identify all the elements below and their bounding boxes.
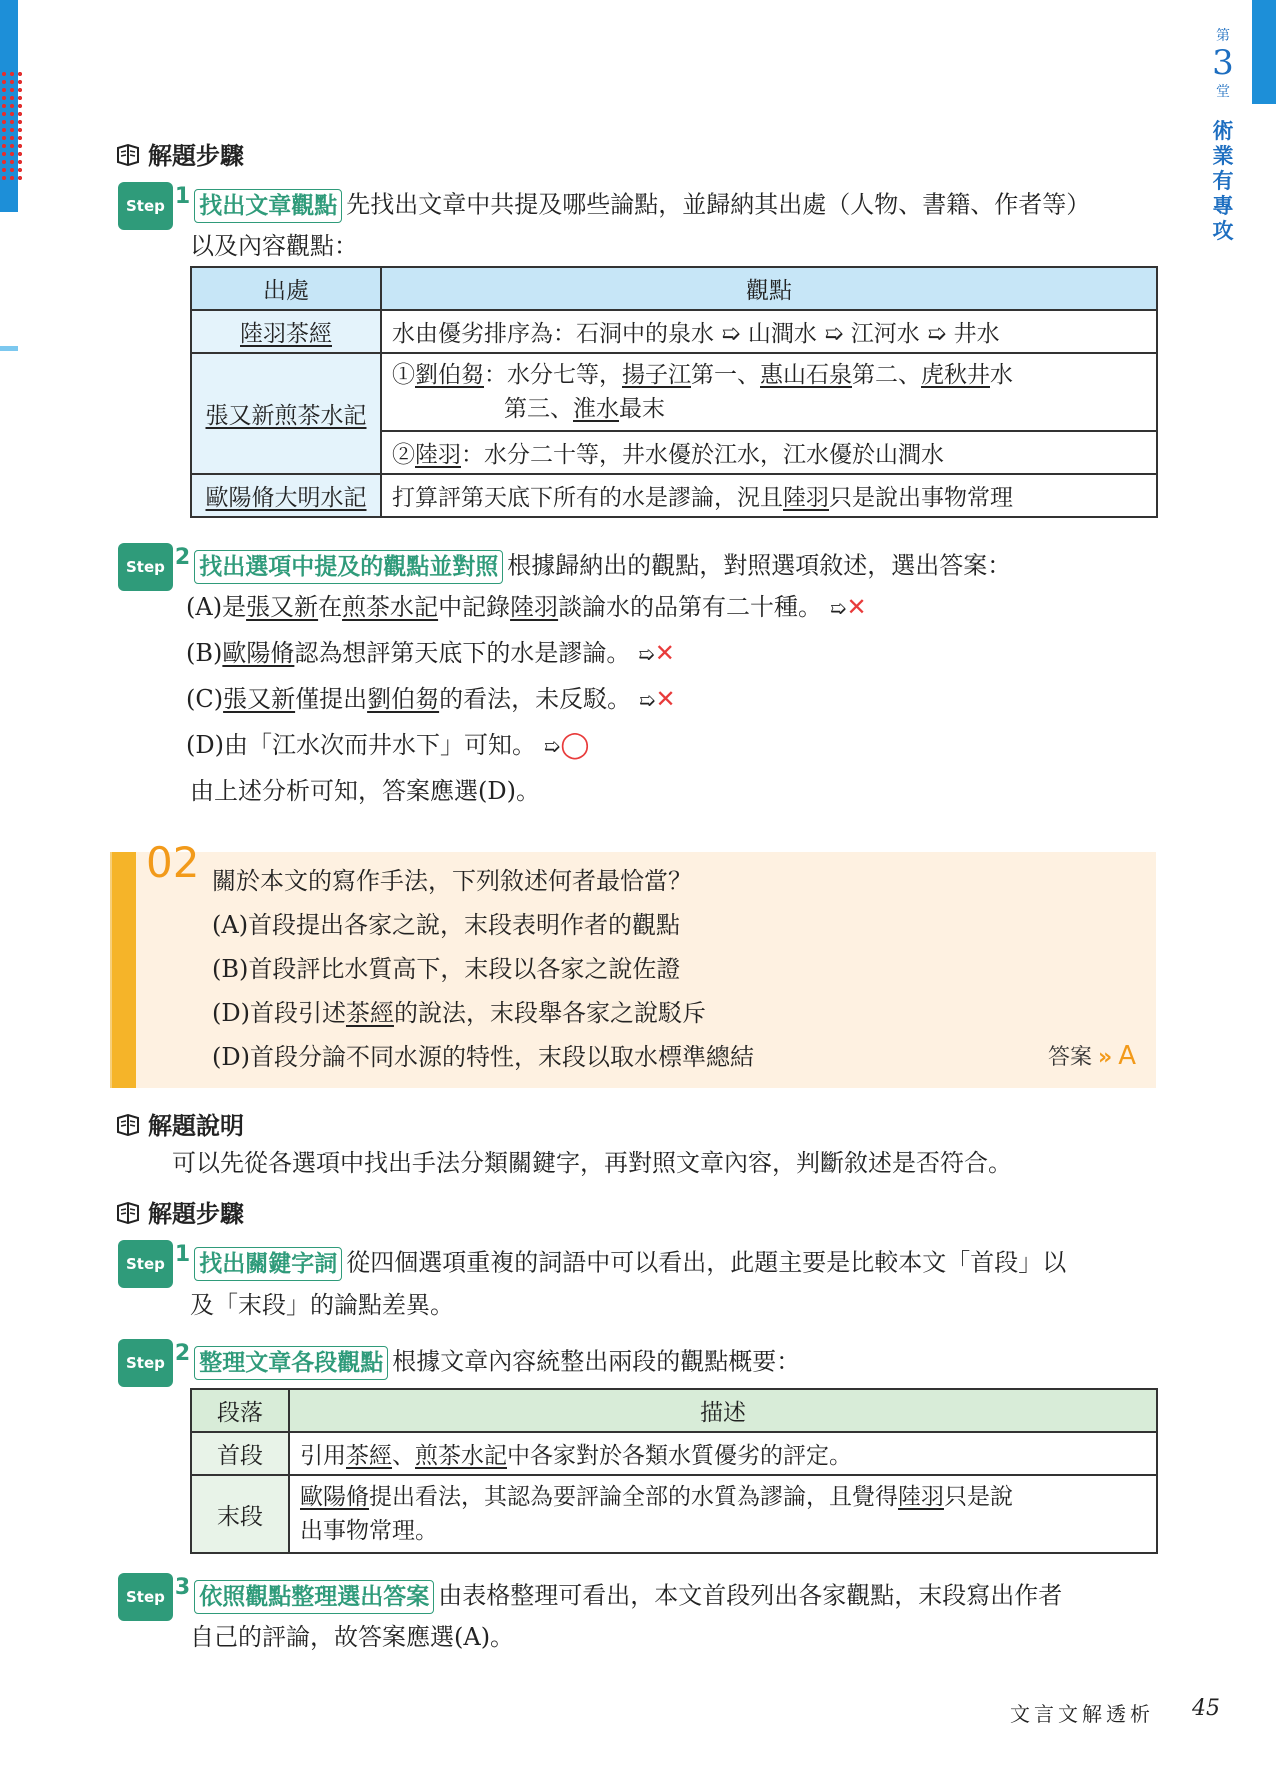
row-description bbox=[289, 1475, 1157, 1553]
table-row bbox=[191, 1475, 1157, 1553]
answer-value: A bbox=[1118, 1041, 1137, 1071]
question-stem: 關於本文的寫作手法，下列敘述何者最恰當？ bbox=[212, 867, 692, 895]
table-row bbox=[191, 353, 1157, 431]
step-number: 2 bbox=[174, 1341, 191, 1366]
chapter-tab bbox=[1203, 25, 1243, 244]
text: 水 bbox=[990, 362, 1013, 388]
heading-text: 解題說明 bbox=[148, 1112, 244, 1140]
question-option-a: (A)首段提出各家之說，末段表明作者的觀點 bbox=[212, 911, 681, 939]
table-row bbox=[191, 1432, 1157, 1475]
step-title: 找出關鍵字詞 bbox=[194, 1247, 342, 1281]
place-name: 惠山石泉 bbox=[760, 362, 852, 388]
person-name: 張又新 bbox=[223, 685, 296, 713]
row-view bbox=[381, 474, 1157, 517]
person-name: 陸羽 bbox=[510, 593, 559, 621]
answer-box bbox=[1048, 1040, 1136, 1071]
place-name: 揚子江 bbox=[622, 362, 691, 388]
person-name: 陸羽 bbox=[415, 442, 461, 468]
table-row bbox=[191, 310, 1157, 353]
text: 的說法，末段舉各家之說駁斥 bbox=[393, 999, 706, 1027]
row-source bbox=[191, 474, 381, 517]
question-option-b: (B)首段評比水質高下，末段以各家之說佐證 bbox=[212, 955, 681, 983]
chapter-small-top: 第 bbox=[1216, 28, 1230, 44]
person-name: 張又新 bbox=[246, 593, 319, 621]
row-description bbox=[289, 1432, 1157, 1475]
step-title: 依照觀點整理選出答案 bbox=[194, 1580, 434, 1614]
text: 第三、 bbox=[504, 396, 573, 422]
chapter-number: 3 bbox=[1212, 43, 1234, 83]
option-d-analysis bbox=[186, 730, 589, 761]
header-paragraph: 段落 bbox=[191, 1389, 289, 1432]
step1-text-cont-2: 及「末段」的論點差異。 bbox=[190, 1291, 454, 1319]
circled-number: ➀ bbox=[392, 362, 415, 388]
text: 出事物常理。 bbox=[300, 1518, 438, 1544]
option-label: (B) bbox=[186, 639, 223, 667]
text: 第一、 bbox=[691, 362, 760, 388]
row-view: 水由優劣排序為：石洞中的泉水 ➯ 山澗水 ➯ 江河水 ➯ 井水 bbox=[381, 310, 1157, 353]
circled-number: ➁ bbox=[392, 442, 415, 468]
step-number: 3 bbox=[174, 1575, 191, 1600]
text: 、 bbox=[392, 1443, 415, 1469]
double-chevron-icon: » bbox=[1098, 1045, 1113, 1070]
question-bar bbox=[112, 852, 136, 1088]
step-title: 找出文章觀點 bbox=[194, 189, 342, 223]
step3-text-cont: 自己的評論，故答案應選(A)。 bbox=[190, 1623, 515, 1651]
book-name: 煎茶水記 bbox=[415, 1443, 507, 1469]
viewpoints-table bbox=[190, 266, 1158, 518]
left-cyan-mark bbox=[0, 346, 18, 351]
person-name: 歐陽脩 bbox=[222, 639, 295, 667]
step1-line-2 bbox=[118, 1240, 1158, 1288]
book-name: 茶經 bbox=[345, 999, 394, 1027]
text: 的看法，未反駁。 bbox=[439, 685, 632, 713]
table-header-row bbox=[191, 1389, 1157, 1432]
person-name: 歐陽脩 bbox=[300, 1484, 369, 1510]
answer-label: 答案 bbox=[1048, 1045, 1093, 1070]
heading-text: 解題步驟 bbox=[148, 1200, 244, 1228]
wrong-mark-icon: ✕ bbox=[654, 639, 675, 667]
text: 中記錄 bbox=[438, 593, 511, 621]
place-name: 虎秋井 bbox=[921, 362, 990, 388]
text: (D)首段引述 bbox=[212, 999, 346, 1027]
row-source bbox=[191, 310, 381, 353]
right-blue-bar bbox=[1252, 0, 1276, 104]
step-number: 1 bbox=[174, 184, 191, 209]
book-icon bbox=[116, 142, 140, 166]
text: 談論水的品第有二十種。 bbox=[558, 593, 823, 621]
row-view bbox=[381, 431, 1157, 474]
wrong-mark-icon: ✕ bbox=[655, 685, 676, 713]
book-icon bbox=[116, 1112, 140, 1136]
arrow-icon: ➯ bbox=[543, 734, 561, 758]
row-source bbox=[191, 353, 381, 474]
steps-heading-1 bbox=[116, 136, 244, 171]
source-name: 歐陽脩大明水記 bbox=[205, 485, 367, 511]
step3-line bbox=[118, 1573, 1158, 1621]
arrow-icon: ➯ bbox=[638, 642, 655, 666]
book-name: 茶經 bbox=[346, 1443, 392, 1469]
person-name: 陸羽 bbox=[783, 485, 829, 511]
text: 提出看法，其認為要評論全部的水質為謬論，且覺得 bbox=[369, 1484, 898, 1510]
step-badge: Step bbox=[118, 543, 173, 591]
person-name: 劉伯芻 bbox=[415, 362, 484, 388]
header-description: 描述 bbox=[289, 1389, 1157, 1432]
left-dot-pattern bbox=[0, 70, 22, 180]
table-header-row bbox=[191, 267, 1157, 310]
place-name: 淮水 bbox=[573, 396, 619, 422]
option-label: (D) bbox=[186, 731, 224, 759]
text: 中各家對於各類水質優劣的評定。 bbox=[507, 1443, 852, 1469]
steps-heading-2 bbox=[116, 1194, 244, 1229]
header-view: 觀點 bbox=[381, 267, 1157, 310]
wrong-mark-icon: ✕ bbox=[846, 593, 867, 621]
step-number: 2 bbox=[174, 545, 191, 570]
paragraph-table bbox=[190, 1388, 1158, 1554]
step-text: 先找出文章中共提及哪些論點，並歸納其出處（人物、書籍、作者等） bbox=[346, 190, 1091, 219]
step1-text-cont: 以及內容觀點： bbox=[190, 232, 358, 260]
chapter-title-char: 業 bbox=[1212, 144, 1234, 168]
chapter-title-char: 專 bbox=[1212, 194, 1234, 218]
question-number: 02 bbox=[146, 838, 200, 887]
option-label: (A) bbox=[186, 593, 223, 621]
text: 在 bbox=[318, 593, 343, 621]
step-text: 根據歸納出的觀點，對照選項敘述，選出答案： bbox=[507, 551, 1012, 580]
conclusion-text: 由上述分析可知，答案應選(D)。 bbox=[190, 777, 540, 805]
chapter-title-char: 有 bbox=[1212, 169, 1234, 193]
source-name: 陸羽茶經 bbox=[240, 321, 332, 347]
step1-line bbox=[118, 182, 1158, 230]
step2-line bbox=[118, 543, 1158, 591]
text: ：水分七等， bbox=[484, 362, 622, 388]
text: 最末 bbox=[619, 396, 665, 422]
text: 認為想評第天底下的水是謬論。 bbox=[294, 639, 631, 667]
step-text: 從四個選項重複的詞語中可以看出，此題主要是比較本文「首段」以 bbox=[346, 1248, 1067, 1277]
step-text: 由表格整理可看出，本文首段列出各家觀點，末段寫出作者 bbox=[438, 1581, 1063, 1610]
row-paragraph: 首段 bbox=[191, 1432, 289, 1475]
row-view bbox=[381, 353, 1157, 431]
step-title: 找出選項中提及的觀點並對照 bbox=[194, 550, 503, 584]
text: 只是說 bbox=[944, 1484, 1013, 1510]
step2-line-2 bbox=[118, 1339, 1158, 1387]
option-label: (C) bbox=[186, 685, 224, 713]
text: 打算評第天底下所有的水是謬論，況且 bbox=[392, 485, 783, 511]
step-number: 1 bbox=[174, 1242, 191, 1267]
source-name: 張又新煎茶水記 bbox=[205, 403, 367, 429]
step-badge: Step bbox=[118, 1339, 173, 1387]
header-source: 出處 bbox=[191, 267, 381, 310]
heading-text: 解題步驟 bbox=[148, 142, 244, 170]
book-icon bbox=[116, 1200, 140, 1224]
page-number: 45 bbox=[1192, 1696, 1220, 1721]
arrow-icon: ➯ bbox=[829, 596, 847, 620]
book-title: 文言文解透析 bbox=[1010, 1702, 1154, 1726]
person-name: 劉伯芻 bbox=[367, 685, 440, 713]
step-badge: Step bbox=[118, 1573, 173, 1621]
question-option-d: (D)首段分論不同水源的特性，末段以取水標準總結 bbox=[212, 1043, 754, 1071]
step-title: 整理文章各段觀點 bbox=[194, 1346, 388, 1380]
correct-mark-icon: ◯ bbox=[560, 730, 590, 760]
question-option-c bbox=[212, 998, 706, 1028]
option-a-analysis bbox=[186, 592, 867, 623]
table-row bbox=[191, 474, 1157, 517]
person-name: 陸羽 bbox=[898, 1484, 944, 1510]
arrow-icon: ➯ bbox=[638, 688, 656, 712]
text: 僅提出 bbox=[295, 685, 368, 713]
text: 引用 bbox=[300, 1443, 346, 1469]
step-badge: Step bbox=[118, 182, 173, 230]
explanation-text: 可以先從各選項中找出手法分類關鍵字，再對照文章內容，判斷敘述是否符合。 bbox=[172, 1149, 1012, 1177]
chapter-title-char: 攻 bbox=[1212, 219, 1234, 243]
text: 由「江水次而井水下」可知。 bbox=[223, 731, 536, 759]
step-badge: Step bbox=[118, 1240, 173, 1288]
explanation-heading bbox=[116, 1106, 244, 1141]
option-c-analysis bbox=[186, 684, 676, 715]
chapter-small-bottom: 堂 bbox=[1216, 84, 1230, 100]
chapter-title bbox=[1203, 119, 1243, 244]
text: 只是說出事物常理 bbox=[829, 485, 1013, 511]
text: 第二、 bbox=[852, 362, 921, 388]
text: 是 bbox=[222, 593, 247, 621]
row-paragraph: 末段 bbox=[191, 1475, 289, 1553]
step-text: 根據文章內容統整出兩段的觀點概要： bbox=[392, 1347, 801, 1376]
text: ：水分二十等，井水優於江水，江水優於山澗水 bbox=[461, 442, 944, 468]
chapter-title-char: 術 bbox=[1212, 119, 1234, 143]
option-b-analysis bbox=[186, 638, 675, 669]
book-name: 煎茶水記 bbox=[342, 593, 439, 621]
